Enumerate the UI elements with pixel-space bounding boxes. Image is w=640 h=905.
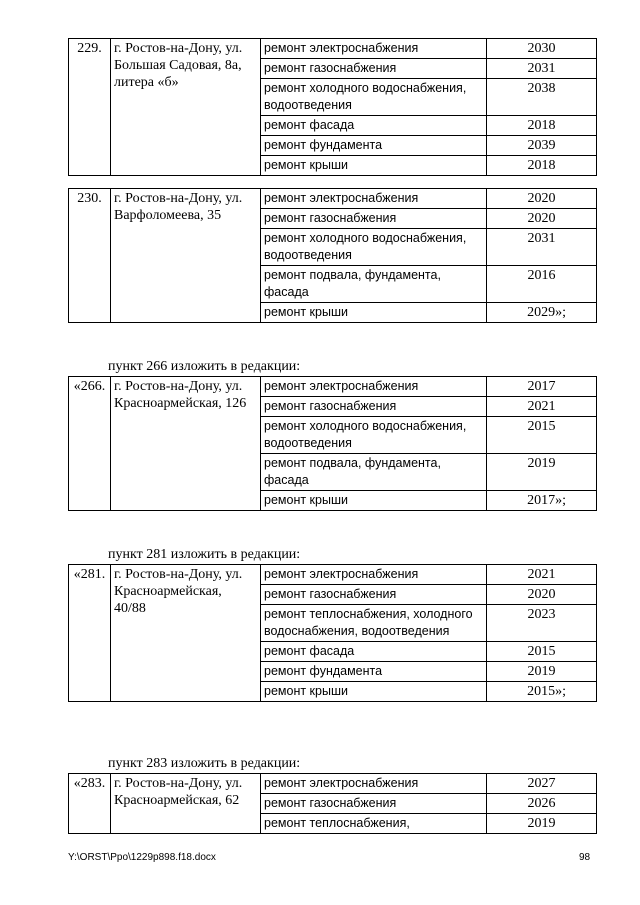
item-number: 229. xyxy=(69,39,111,176)
work-year: 2015»; xyxy=(487,682,597,702)
work-year: 2015 xyxy=(487,417,597,454)
work-type: ремонт газоснабжения xyxy=(261,209,487,229)
work-year: 2021 xyxy=(487,565,597,585)
register-table-229 xyxy=(68,38,597,176)
work-year: 2029»; xyxy=(487,303,597,323)
work-type: ремонт фасада xyxy=(261,116,487,136)
work-type: ремонт подвала, фундамента, фасада xyxy=(261,454,487,491)
work-year: 2019 xyxy=(487,454,597,491)
table-row xyxy=(69,39,597,59)
work-year: 2020 xyxy=(487,189,597,209)
work-year: 2023 xyxy=(487,605,597,642)
work-year: 2019 xyxy=(487,814,597,834)
work-year: 2031 xyxy=(487,59,597,79)
work-type: ремонт электроснабжения xyxy=(261,565,487,585)
footer-file-path: Y:\ORST\Ppo\1229p898.f18.docx xyxy=(68,852,216,863)
work-year: 2017 xyxy=(487,377,597,397)
work-type: ремонт крыши xyxy=(261,491,487,511)
work-type: ремонт холодного водоснабжения, водоотведения xyxy=(261,79,487,116)
register-table-230 xyxy=(68,188,597,323)
work-year: 2020 xyxy=(487,209,597,229)
amendment-intro: пункт 266 изложить в редакции: xyxy=(108,359,301,374)
work-type: ремонт фундамента xyxy=(261,662,487,682)
work-type: ремонт холодного водоснабжения, водоотведения xyxy=(261,229,487,266)
work-year: 2027 xyxy=(487,774,597,794)
item-number: 230. xyxy=(69,189,111,323)
footer-page-number: 98 xyxy=(579,852,591,863)
work-type: ремонт газоснабжения xyxy=(261,585,487,605)
table-row xyxy=(69,565,597,585)
work-year: 2038 xyxy=(487,79,597,116)
work-type: ремонт электроснабжения xyxy=(261,39,487,59)
item-address: г. Ростов-на-Дону, ул. Варфоломеева, 35 xyxy=(111,189,261,323)
item-address: г. Ростов-на-Дону, ул. Красноармейская, 40/88 xyxy=(111,565,261,702)
register-table-283 xyxy=(68,773,597,834)
item-number: «283. xyxy=(69,774,111,834)
table-row xyxy=(69,377,597,397)
work-year: 2017»; xyxy=(487,491,597,511)
work-year: 2031 xyxy=(487,229,597,266)
work-type: ремонт электроснабжения xyxy=(261,377,487,397)
work-year: 2026 xyxy=(487,794,597,814)
work-year: 2018 xyxy=(487,156,597,176)
work-type: ремонт электроснабжения xyxy=(261,774,487,794)
work-year: 2020 xyxy=(487,585,597,605)
amendment-intro: пункт 281 изложить в редакции: xyxy=(108,547,301,562)
work-type: ремонт электроснабжения xyxy=(261,189,487,209)
work-year: 2030 xyxy=(487,39,597,59)
work-type: ремонт крыши xyxy=(261,303,487,323)
item-address: г. Ростов-на-Дону, ул. Красноармейская, 126 xyxy=(111,377,261,511)
work-type: ремонт подвала, фундамента, фасада xyxy=(261,266,487,303)
amendment-intro: пункт 283 изложить в редакции: xyxy=(108,756,301,771)
work-type: ремонт фасада xyxy=(261,642,487,662)
work-year: 2018 xyxy=(487,116,597,136)
work-year: 2021 xyxy=(487,397,597,417)
work-year: 2019 xyxy=(487,662,597,682)
item-number: «281. xyxy=(69,565,111,702)
table-row xyxy=(69,774,597,794)
work-type: ремонт холодного водоснабжения, водоотведения xyxy=(261,417,487,454)
item-address: г. Ростов-на-Дону, ул. Большая Садовая, 8а, литера «б» xyxy=(111,39,261,176)
work-year: 2039 xyxy=(487,136,597,156)
work-type: ремонт теплоснабжения, xyxy=(261,814,487,834)
item-address: г. Ростов-на-Дону, ул. Красноармейская, 62 xyxy=(111,774,261,834)
item-number: «266. xyxy=(69,377,111,511)
work-type: ремонт газоснабжения xyxy=(261,397,487,417)
table-row xyxy=(69,189,597,209)
work-type: ремонт крыши xyxy=(261,156,487,176)
work-type: ремонт газоснабжения xyxy=(261,794,487,814)
register-table-281 xyxy=(68,564,597,702)
work-type: ремонт фундамента xyxy=(261,136,487,156)
work-type: ремонт теплоснабжения, холодного водоснабжения, водоотведения xyxy=(261,605,487,642)
work-type: ремонт газоснабжения xyxy=(261,59,487,79)
work-year: 2015 xyxy=(487,642,597,662)
work-year: 2016 xyxy=(487,266,597,303)
register-table-266 xyxy=(68,376,597,511)
work-type: ремонт крыши xyxy=(261,682,487,702)
